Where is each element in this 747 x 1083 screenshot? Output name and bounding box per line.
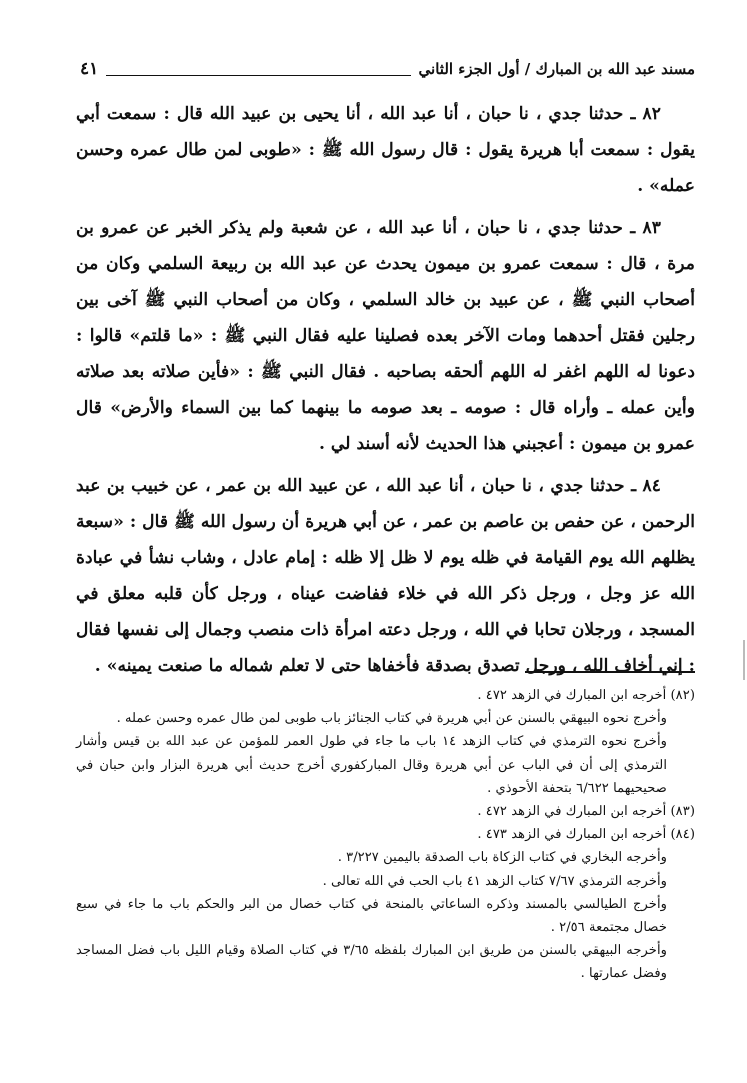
header-title: مسند عبد الله بن المبارك / أول الجزء الثاني <box>418 60 695 78</box>
footnote-84-tirmidhi: وأخرجه الترمذي ٧/٦٧ كتاب الزهد ٤١ باب الحب في الله تعالى . <box>322 873 667 889</box>
hadith-82: ٨٢ ـ حدثنا جدي ، نا حبان ، أنا عبد الله ، أنا يحيى بن عبيد الله قال : سمعت أبي يقول : سمعت أبا هريرة يقول : قال رسول الله ﷺ : «طوبى لمن طال عمره وحسن عمله» . <box>76 104 695 196</box>
page-number: ٤١ <box>80 59 99 79</box>
page-edge-mark <box>743 640 745 680</box>
hadith-84: ٨٤ ـ حدثنا جدي ، نا حبان ، أنا عبد الله ، عن عبيد الله بن عمر ، عن خبيب بن عبد الرحمن ، عن حفص بن عاصم بن عمر ، عن أبي هريرة أن رسول الله ﷺ قال : «سبعة يظلهم الله يوم القيامة في ظله يوم لا ظل إلا ظله : إمام عادل ، وشاب نشأ في عبادة الله عز وجل ، ورجل ذكر الله في خلاء ففاضت عيناه ، ورجل كأن قلبه معلق في المسجد ، ورجلان تحابا في الله ، ورجل دعته امرأة ذات منصب وجمال إلى نفسها فقال : إني أخاف الله ، ورجل تصدق بصدقة فأخفاها حتى لا تعلم شماله ما صنعت يمينه» . <box>76 476 695 676</box>
footnote-84-bukhari: وأخرجه البخاري في كتاب الزكاة باب الصدقة باليمين ٣/٢٢٧ . <box>337 850 667 866</box>
footnote-84-tayalisi: وأخرج الطيالسي بالمسند وذكره الساعاتي بالمنحة في كتاب خصال من البر والحكم باب ما جاء في سبع خصال مجتمعة ٢/٥٦ . <box>76 896 667 936</box>
footnote-84: (٨٤) أخرجه ابن المبارك في الزهد ٤٧٣ . <box>477 827 695 843</box>
footnote-82-tirmidhi: وأخرج نحوه الترمذي في كتاب الزهد ١٤ باب ما جاء في طول العمر للمؤمن عن عبد الله بن قيس وأشار الترمذي إلى أن في الباب عن أبي هريرة وقال المباركفوري أخرج حديث أبي هريرة البزار وابن حبان في صحيحيهما ٦/٦٢٢ بتحفة الأحوذي . <box>76 734 667 796</box>
footnotes <box>76 684 695 986</box>
main-text <box>76 96 695 690</box>
footnote-83: (٨٣) أخرجه ابن المبارك في الزهد ٤٧٢ . <box>477 804 695 820</box>
footnote-82: (٨٢) أخرجه ابن المبارك في الزهد ٤٧٢ . <box>477 688 695 703</box>
footnote-84-bayhaqi: وأخرجه البيهقي بالسنن من طريق ابن المبارك بلفظه ٣/٦٥ في كتاب الصلاة وقيام الليل باب فضل المساجد وفضل عمارتها . <box>76 943 667 982</box>
footnote-separator <box>525 671 695 673</box>
running-header <box>80 56 695 82</box>
hadith-83: ٨٣ ـ حدثنا جدي ، نا حبان ، أنا عبد الله ، عن شعبة ولم يذكر الخبر عن عمرو بن مرة ، قال : سمعت عمرو بن ميمون يحدث عن عبد الله بن ربيعة السلمي وكان من أصحاب النبي ﷺ ، عن عبيد بن خالد السلمي ، وكان من أصحاب النبي ﷺ آخى بين رجلين فقتل أحدهما ومات الآخر بعده فصلينا عليه فقال النبي ﷺ : «ما قلتم» قالوا : دعونا له اللهم اغفر له اللهم ألحقه بصاحبه . فقال النبي ﷺ : «فأين صلاته بعد صلاته وأين عمله ـ وأراه قال : صومه ـ بعد صومه ما بينهما كما بين السماء والأرض» قال عمرو بن ميمون : أعجبني هذا الحديث لأنه أسند لي . <box>76 218 695 454</box>
header-rule <box>106 63 410 76</box>
footnote-82-bayhaqi: وأخرج نحوه البيهقي بالسنن عن أبي هريرة في كتاب الجنائز باب طوبى لمن طال عمره وحسن عمله . <box>116 711 667 727</box>
